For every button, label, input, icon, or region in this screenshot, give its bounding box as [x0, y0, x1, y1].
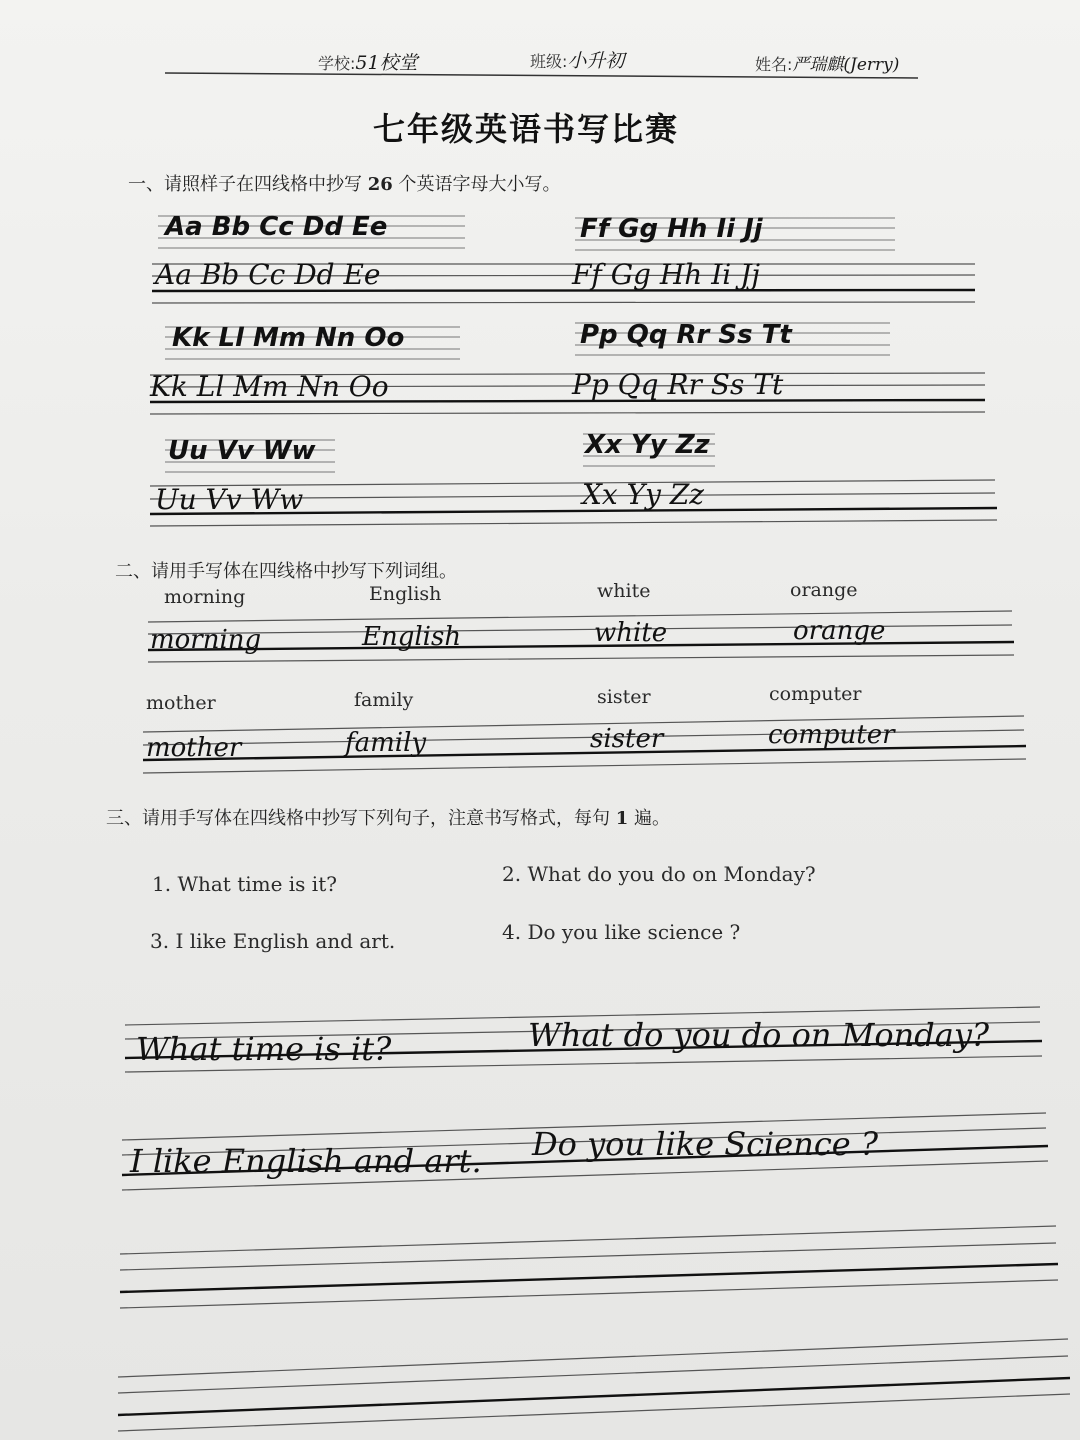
section1-heading — [128, 170, 561, 196]
word-orange: orange — [790, 579, 858, 601]
section2-heading: 二、请用手写体在四线格中抄写下列词组。 — [115, 561, 457, 582]
name-label: 姓名: — [755, 55, 793, 74]
sample-row-2-right: Pp Qq Rr Ss Tt — [580, 320, 792, 350]
word-copy-sister: sister — [590, 724, 664, 754]
section3-prefix: 三、请用手写体在四线格中抄写下列句子，注意书写格式，每句 — [106, 808, 616, 829]
copy-row-2-right: Pp Qq Rr Ss Tt — [572, 368, 784, 401]
sample-row-1-right: Ff Gg Hh Ii Jj — [580, 214, 763, 244]
sample-row-3-left: Uu Vv Ww — [168, 436, 316, 466]
section3-number: 1 — [615, 808, 629, 829]
sentence-3: 3. I like English and art. — [150, 929, 396, 953]
word-mother: mother — [146, 692, 216, 714]
word-copy-white: white — [594, 618, 668, 648]
word-copy-computer: computer — [768, 720, 895, 750]
word-sister: sister — [597, 686, 651, 708]
word-copy-orange: orange — [793, 616, 886, 646]
section3-suffix: 遍。 — [628, 808, 670, 829]
copy-row-2-left: Kk Ll Mm Nn Oo — [150, 370, 389, 403]
copy-row-1-left: Aa Bb Cc Dd Ee — [155, 258, 381, 291]
class-value: 小升初 — [567, 50, 625, 72]
word-computer: computer — [769, 683, 862, 705]
sentence-2: 2. What do you do on Monday? — [502, 862, 816, 886]
section1-number: 26 — [367, 174, 393, 195]
section1-suffix: 个英语字母大小写。 — [392, 174, 561, 195]
word-family: family — [354, 689, 414, 711]
word-morning: morning — [164, 586, 246, 608]
sentence-grid-3 — [120, 1226, 1058, 1308]
word-copy-english: English — [362, 622, 462, 652]
sentence-copy-2: What do you do on Monday? — [528, 1016, 990, 1054]
name-value: 严瑞麒(Jerry) — [792, 55, 900, 75]
page-title: 七年级英语书写比赛 — [373, 110, 680, 148]
copy-row-3-left: Uu Vv Ww — [155, 483, 304, 516]
word-copy-mother: mother — [146, 733, 242, 763]
school-label: 学校: — [318, 54, 356, 73]
sentence-4: 4. Do you like science ? — [502, 920, 741, 944]
class-field — [530, 46, 624, 73]
word-copy-morning: morning — [150, 625, 262, 655]
sentence-copy-1: What time is it? — [136, 1030, 392, 1068]
sample-row-2-left: Kk Ll Mm Nn Oo — [172, 323, 405, 353]
name-field — [755, 50, 899, 75]
sentence-copy-3: I like English and art. — [130, 1142, 482, 1180]
word-copy-family: family — [345, 728, 427, 758]
section1-prefix: 一、请照样子在四线格中抄写 — [128, 174, 368, 195]
copy-row-3-right: Xx Yy Zz — [582, 478, 705, 511]
sample-row-1-left: Aa Bb Cc Dd Ee — [165, 212, 388, 242]
school-field — [318, 48, 418, 75]
sample-row-3-right: Xx Yy Zz — [585, 430, 710, 460]
word-english: English — [369, 583, 442, 605]
sentence-grid-4 — [118, 1339, 1070, 1431]
sentence-1: 1. What time is it? — [152, 872, 337, 896]
class-label: 班级: — [530, 52, 568, 71]
school-value: 51校堂 — [355, 52, 418, 74]
section3-heading — [106, 804, 670, 830]
copy-row-1-right: Ff Gg Hh Ii Jj — [572, 258, 761, 291]
word-white: white — [597, 580, 651, 602]
sentence-copy-4: Do you like Science ? — [532, 1125, 878, 1163]
